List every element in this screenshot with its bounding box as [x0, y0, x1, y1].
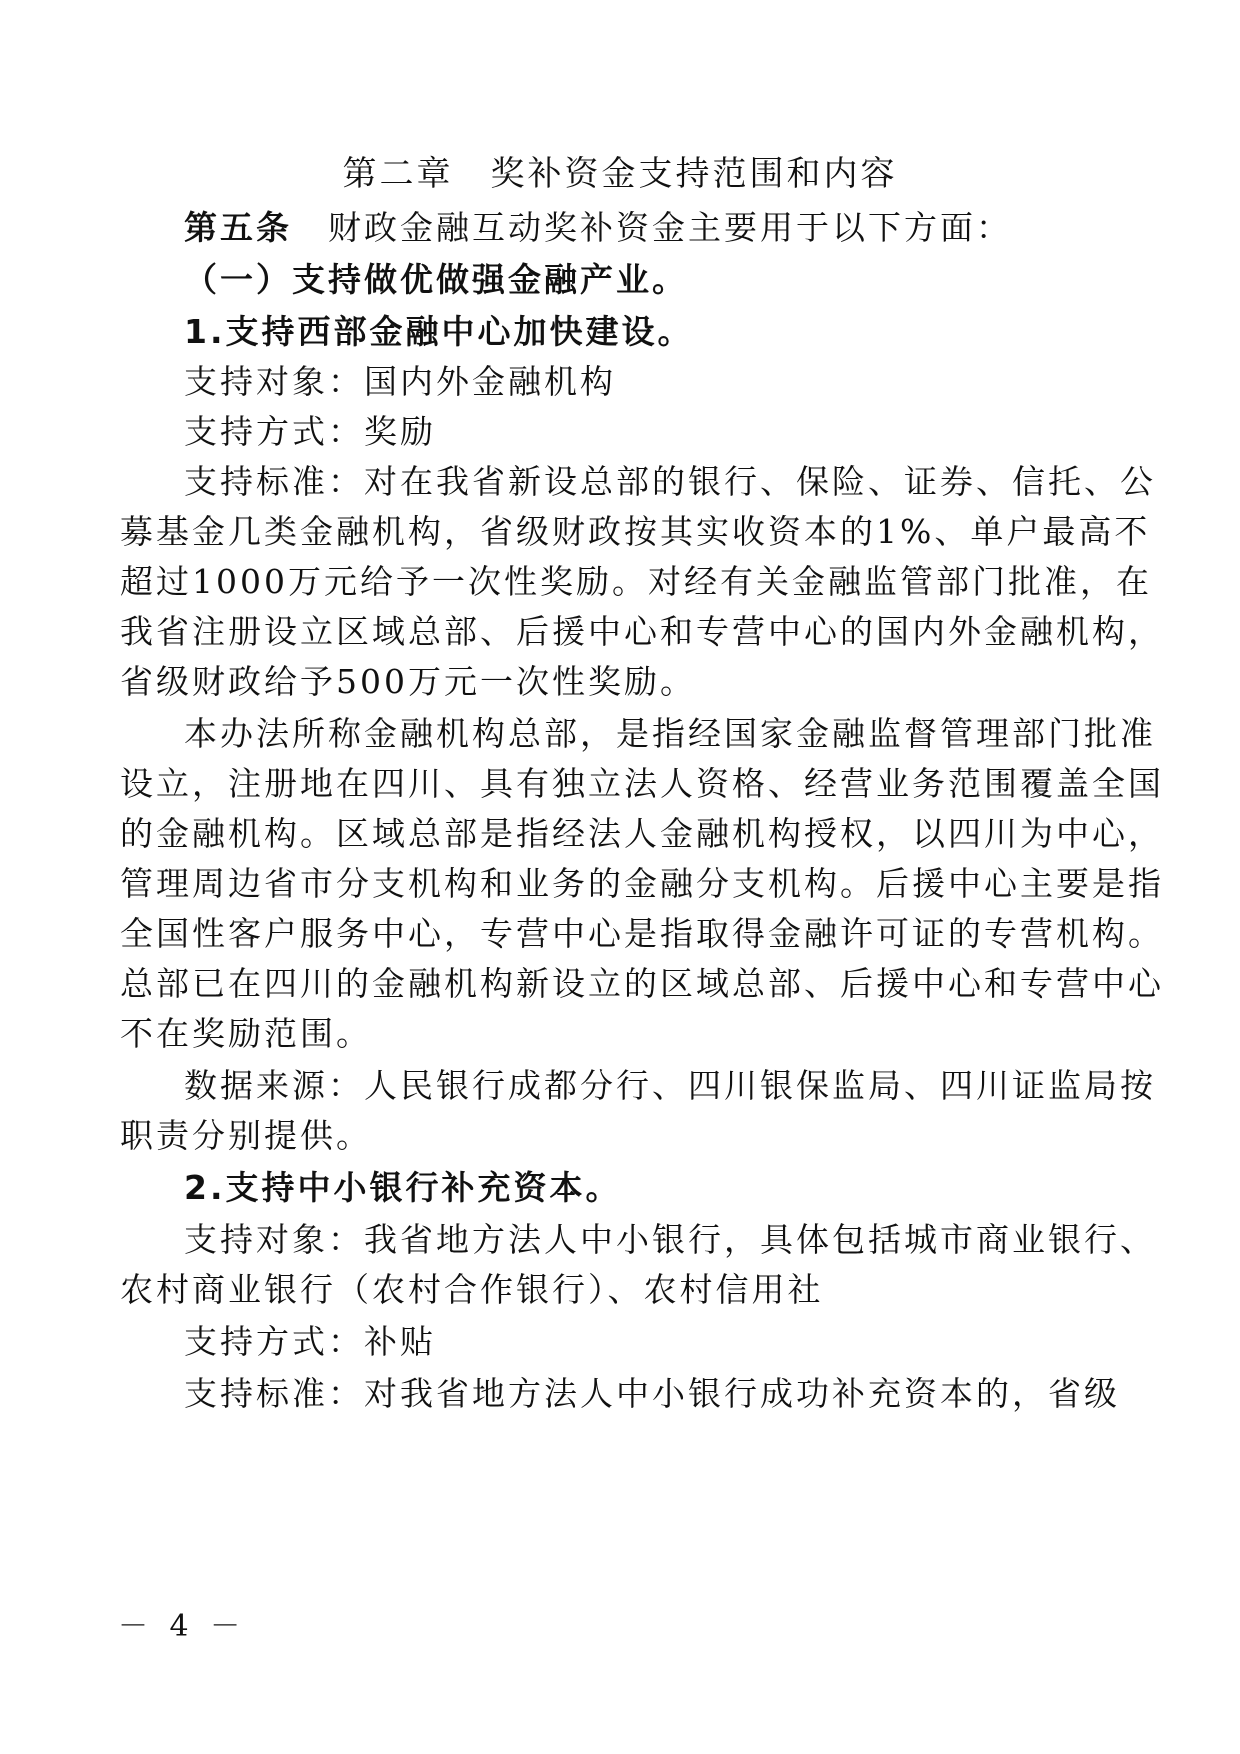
data-source-line: 数据来源：人民银行成都分行、四川银保监局、四川证监局按 — [184, 1066, 1156, 1105]
support-target: 支持对象：国内外金融机构 — [184, 362, 616, 401]
item-heading: 2.支持中小银行补充资本。 — [184, 1168, 622, 1207]
data-source-line: 职责分别提供。 — [120, 1116, 372, 1155]
article-separator — [292, 208, 328, 247]
standard-line: 支持标准：对在我省新设总部的银行、保险、证券、信托、公 — [184, 462, 1156, 501]
standard-line: 我省注册设立区域总部、后援中心和专营中心的国内外金融机构， — [120, 612, 1164, 651]
definition-line: 总部已在四川的金融机构新设立的区域总部、后援中心和专营中心 — [120, 964, 1164, 1003]
standard-line: 募基金几类金融机构，省级财政按其实收资本的1%、单户最高不 — [120, 512, 1151, 551]
support-standard: 支持标准：对我省地方法人中小银行成功补充资本的，省级 — [184, 1374, 1120, 1413]
standard-line: 省级财政给予500万元一次性奖励。 — [120, 662, 696, 701]
support-target-continued: 农村商业银行（农村合作银行）、农村信用社 — [120, 1270, 824, 1309]
article-label: 第五条 — [184, 208, 292, 247]
chapter-heading: 第二章 奖补资金支持范围和内容 — [342, 154, 898, 194]
section-heading: （一）支持做优做强金融产业。 — [184, 260, 688, 299]
definition-line: 设立，注册地在四川、具有独立法人资格、经营业务范围覆盖全国 — [120, 764, 1164, 803]
article-paragraph — [184, 206, 1080, 250]
support-method: 支持方式：奖励 — [184, 412, 436, 451]
support-method: 支持方式：补贴 — [184, 1322, 436, 1361]
page-number: － 4 － — [118, 1609, 247, 1644]
definition-line: 本办法所称金融机构总部，是指经国家金融监督管理部门批准 — [184, 714, 1156, 753]
definition-line: 的金融机构。区域总部是指经法人金融机构授权，以四川为中心， — [120, 814, 1164, 853]
article-text: 财政金融互动奖补资金主要用于以下方面： — [328, 208, 1012, 247]
item-heading: 1.支持西部金融中心加快建设。 — [184, 312, 694, 351]
definition-line: 管理周边省市分支机构和业务的金融分支机构。后援中心主要是指 — [120, 864, 1164, 903]
standard-line: 超过1000万元给予一次性奖励。对经有关金融监管部门批准，在 — [120, 562, 1152, 601]
support-target: 支持对象：我省地方法人中小银行，具体包括城市商业银行、 — [184, 1220, 1156, 1259]
definition-line: 不在奖励范围。 — [120, 1014, 372, 1053]
definition-line: 全国性客户服务中心，专营中心是指取得金融许可证的专营机构。 — [120, 914, 1164, 953]
